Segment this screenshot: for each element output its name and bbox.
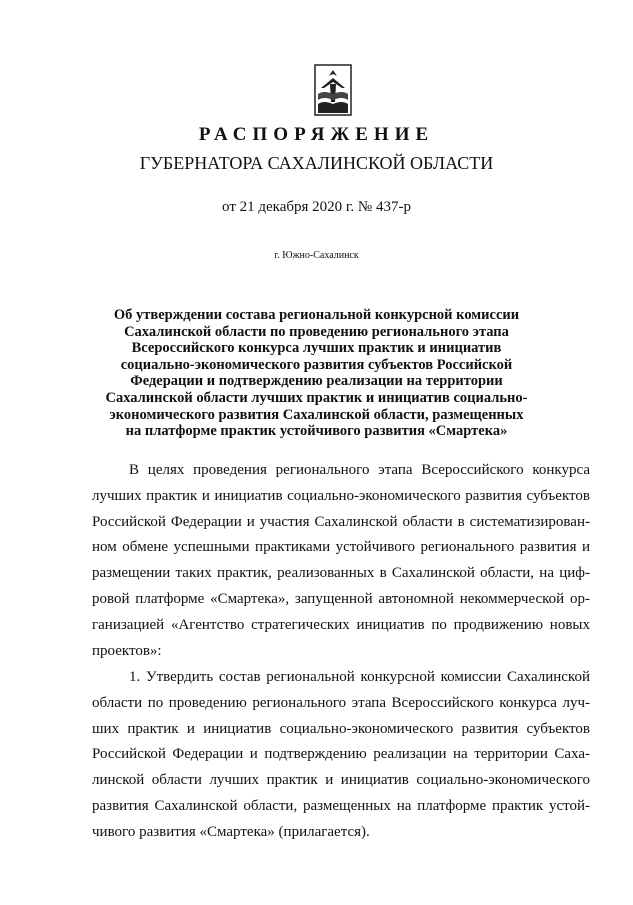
paragraph-line: области по проведению регионального этапа Всероссийского конкурса луч- xyxy=(92,694,590,711)
heading-line: социально-экономического развития субъектов Российской xyxy=(120,356,513,373)
paragraph-line: развития Сахалинской области, размещенных на платформе практик устой- xyxy=(92,797,590,814)
heading-line: Об утверждении состава региональной конкурсной комиссии xyxy=(113,307,520,323)
clause-1-paragraph xyxy=(92,665,590,846)
paragraph-line: ганизацией «Агентство стратегических инициатив по продвижению новых xyxy=(92,616,590,633)
preamble-paragraph xyxy=(92,458,590,664)
paragraph-line: ном обмене успешными практиками устойчивого регионального развития и xyxy=(92,539,590,556)
paragraph-line: Российской Федерации и участия Сахалинской области в систематизирован- xyxy=(92,513,590,530)
heading-line: Сахалинской области по проведению регионального этапа xyxy=(124,323,509,340)
paragraph-line: чивого развития «Смартека» (прилагается). xyxy=(92,823,370,840)
heading-line: на платформе практик устойчивого развития «Смартека» xyxy=(125,423,508,440)
paragraph-line: ровой платформе «Смартека», запущенной автономной некоммерческой ор- xyxy=(92,590,590,607)
document-title: РАСПОРЯЖЕНИЕ xyxy=(198,124,435,145)
heading-line: Сахалинской области лучших практик и инициатив социально- xyxy=(105,389,528,406)
paragraph-line: 1. Утвердить состав региональной конкурсной комиссии Сахалинской xyxy=(129,669,590,685)
paragraph-line: В целях проведения регионального этапа Всероссийского конкурса xyxy=(129,462,590,478)
paragraph-line: размещении таких практик, реализованных в Сахалинской области, на циф- xyxy=(92,565,590,582)
coat-of-arms-icon xyxy=(314,64,352,116)
heading-line: экономического развития Сахалинской области, размещенных xyxy=(109,406,524,423)
paragraph-line: Российской Федерации и подтверждению реализации на территории Саха- xyxy=(92,746,590,763)
heading-line: Всероссийского конкурса лучших практик и инициатив xyxy=(131,340,502,357)
document-issuer: ГУБЕРНАТОРА САХАЛИНСКОЙ ОБЛАСТИ xyxy=(139,153,494,173)
document-place: г. Южно-Сахалинск xyxy=(274,250,359,261)
document-subject-heading xyxy=(0,307,633,440)
heading-line: Федерации и подтверждению реализации на территории xyxy=(130,373,503,390)
document-date-number: от 21 декабря 2020 г. № 437-р xyxy=(222,199,411,215)
paragraph-line: ших практик и инициатив социально-экономического развития субъектов xyxy=(92,720,590,737)
paragraph-line: линской области лучших практик и инициатив социально-экономического xyxy=(92,772,590,789)
paragraph-line: лучших практик и инициатив социально-экономического развития субъектов xyxy=(92,487,590,504)
paragraph-line: проектов»: xyxy=(92,642,162,659)
